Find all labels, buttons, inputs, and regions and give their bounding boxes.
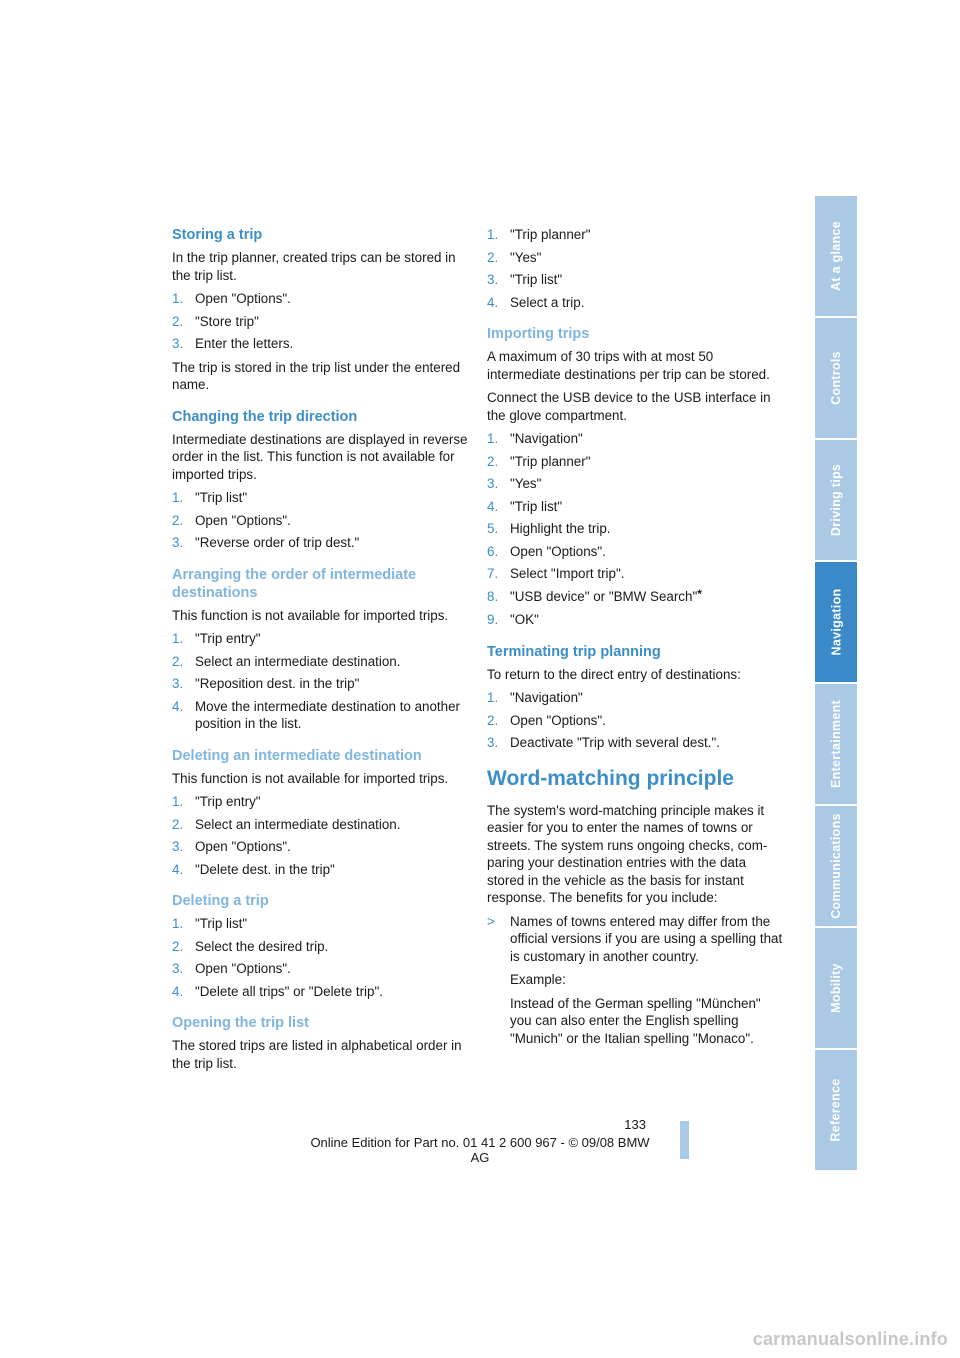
list-item xyxy=(487,913,783,1048)
storing-intro: In the trip planner, created trips can be stored in the trip list. xyxy=(172,250,456,283)
arranging-intro: This function is not available for imported trips. xyxy=(172,607,449,623)
list-item: 8. "USB device" or "BMW Search"* xyxy=(487,586,702,604)
section-storing-trip xyxy=(172,226,468,394)
tab-label: Reference xyxy=(829,1078,843,1142)
tab-label: At a glance xyxy=(829,221,843,291)
list-item: 9. "OK" xyxy=(487,612,539,627)
importing-intro-2: Connect the USB device to the USB interface in the glove compartment. xyxy=(487,390,771,423)
list-item: 1. Open "Options". xyxy=(172,291,291,306)
word-matching-bullets xyxy=(487,913,783,1048)
list-item: 3. Open "Options". xyxy=(172,839,291,854)
tab-navigation[interactable] xyxy=(815,562,857,684)
tab-label: Navigation xyxy=(829,588,843,656)
tab-label: Mobility xyxy=(829,963,843,1013)
deleting-dest-intro: This function is not available for imported trips. xyxy=(172,770,449,786)
heading-terminating: Terminating trip planning xyxy=(487,643,661,660)
tab-mobility[interactable] xyxy=(815,928,857,1050)
left-column xyxy=(172,226,468,1086)
direction-intro: Intermediate destinations are displayed in reverse order in the list. This function is not available for imported trips. xyxy=(172,431,468,482)
heading-importing-trips: Importing trips xyxy=(487,326,590,342)
list-item: 2. Open "Options". xyxy=(487,712,606,728)
bullet-mark: > xyxy=(487,913,495,929)
list-item: 4. "Delete dest. in the trip" xyxy=(172,861,335,877)
list-item: 1. "Trip list" xyxy=(172,916,248,931)
tab-at-a-glance[interactable] xyxy=(815,196,857,318)
importing-steps xyxy=(487,430,783,629)
heading-arranging: Arranging the order of intermediate destinations xyxy=(172,566,417,601)
list-item: 4. "Delete all trips" or "Delete trip". xyxy=(172,983,383,999)
opening-intro: The stored trips are listed in alphabetical order in the trip list. xyxy=(172,1038,462,1071)
heading-deleting-destination: Deleting an intermediate destination xyxy=(172,747,422,764)
heading-opening-trip-list: Opening the trip list xyxy=(172,1015,309,1031)
list-item: 4. Move the intermediate destination to another position in the list. xyxy=(172,698,461,731)
list-item: 2. Select an intermediate destination. xyxy=(172,816,401,832)
tab-label: Controls xyxy=(829,351,844,405)
watermark: carmanualsonline.info xyxy=(752,1329,948,1349)
example-text: Instead of the German spelling "München" you can also enter the English spelling "Munich" or the Italian spelling "Monaco". xyxy=(510,995,761,1046)
list-item: 1. "Trip planner" xyxy=(487,227,591,242)
importing-intro-1: A maximum of 30 trips with at most 50 intermediate destinations per trip can be stored. xyxy=(487,349,770,382)
section-deleting-destination xyxy=(172,747,468,879)
heading-word-matching: Word-matching principle xyxy=(487,766,734,790)
list-item: 4. "Trip list" xyxy=(487,498,563,514)
section-terminating xyxy=(487,643,783,752)
list-item: 2. Select an intermediate destination. xyxy=(172,653,401,669)
list-item: 3. "Reverse order of trip dest." xyxy=(172,535,360,550)
heading-storing-trip: Storing a trip xyxy=(172,227,263,243)
section-trip-direction xyxy=(172,408,468,552)
terminating-intro: To return to the direct entry of destinations: xyxy=(487,666,741,682)
tab-driving-tips[interactable] xyxy=(815,440,857,562)
list-item: 7. Select "Import trip". xyxy=(487,566,625,581)
list-item: 2. "Yes" xyxy=(487,249,542,265)
page-number: 133 xyxy=(624,1117,646,1132)
section-importing-trips xyxy=(487,325,783,629)
list-item: 4. Select a trip. xyxy=(487,294,585,310)
list-item: 3. "Reposition dest. in the trip" xyxy=(172,676,360,691)
deleting-trip-steps xyxy=(172,915,468,1000)
storing-outro: The trip is stored in the trip list under the entered name. xyxy=(172,359,461,392)
list-item: 3. Deactivate "Trip with several dest.". xyxy=(487,735,720,750)
section-opening-steps xyxy=(487,226,783,311)
list-item: 3. Open "Options". xyxy=(172,961,291,976)
storing-steps xyxy=(172,290,468,353)
list-item: 1. "Navigation" xyxy=(487,431,583,446)
list-item: 3. Enter the letters. xyxy=(172,336,294,351)
opening-steps xyxy=(487,226,783,311)
right-column xyxy=(487,226,783,1061)
tab-reference[interactable] xyxy=(815,1050,857,1172)
terminating-steps xyxy=(487,689,783,752)
deleting-dest-steps xyxy=(172,793,468,878)
tab-label: Communications xyxy=(829,813,844,919)
list-item: 1. "Trip list" xyxy=(172,490,248,505)
direction-steps xyxy=(172,489,468,552)
list-item: 1. "Trip entry" xyxy=(172,794,261,809)
tab-label: Driving tips xyxy=(829,463,844,537)
section-arranging xyxy=(172,566,468,733)
list-item: 3. "Trip list" xyxy=(487,272,563,287)
chapter-tabs xyxy=(815,196,857,1172)
list-item: 3. "Yes" xyxy=(487,476,542,491)
bullet-text: Names of towns entered may differ from the official versions if you are using a spelling that is customary in another country. xyxy=(510,913,783,964)
heading-deleting-trip: Deleting a trip xyxy=(172,893,269,909)
section-deleting-trip xyxy=(172,892,468,1000)
list-item: 2. Open "Options". xyxy=(172,512,291,528)
list-item: 1. "Navigation" xyxy=(487,690,583,705)
list-item: 6. Open "Options". xyxy=(487,543,606,559)
section-opening-trip-list xyxy=(172,1014,468,1072)
tab-communications[interactable] xyxy=(815,806,857,928)
tab-controls[interactable] xyxy=(815,318,857,440)
list-item: 5. Highlight the trip. xyxy=(487,521,611,536)
edition-footer: Online Edition for Part no. 01 41 2 600 967 - © 09/08 BMW AG xyxy=(310,1135,650,1165)
example-label: Example: xyxy=(510,972,566,987)
tab-label: Entertainment xyxy=(829,700,844,788)
list-item: 1. "Trip entry" xyxy=(172,631,261,646)
word-matching-intro: The system's word-matching principle makes it easier for you to enter the names of towns or streets. The system runs ongoing checks, comparing your destination entries with the data stored in the vehicle as the basis for instant response. The benefits for you include: xyxy=(487,802,768,905)
arranging-steps xyxy=(172,630,468,733)
heading-trip-direction: Changing the trip direction xyxy=(172,408,358,425)
list-item: 2. Select the desired trip. xyxy=(172,938,329,954)
page-marker-bar xyxy=(680,1121,689,1159)
list-item: 2. "Trip planner" xyxy=(487,453,591,469)
section-word-matching xyxy=(487,766,783,1048)
optional-equipment-star: * xyxy=(697,586,702,601)
list-item: 2. "Store trip" xyxy=(172,313,259,329)
tab-entertainment[interactable] xyxy=(815,684,857,806)
